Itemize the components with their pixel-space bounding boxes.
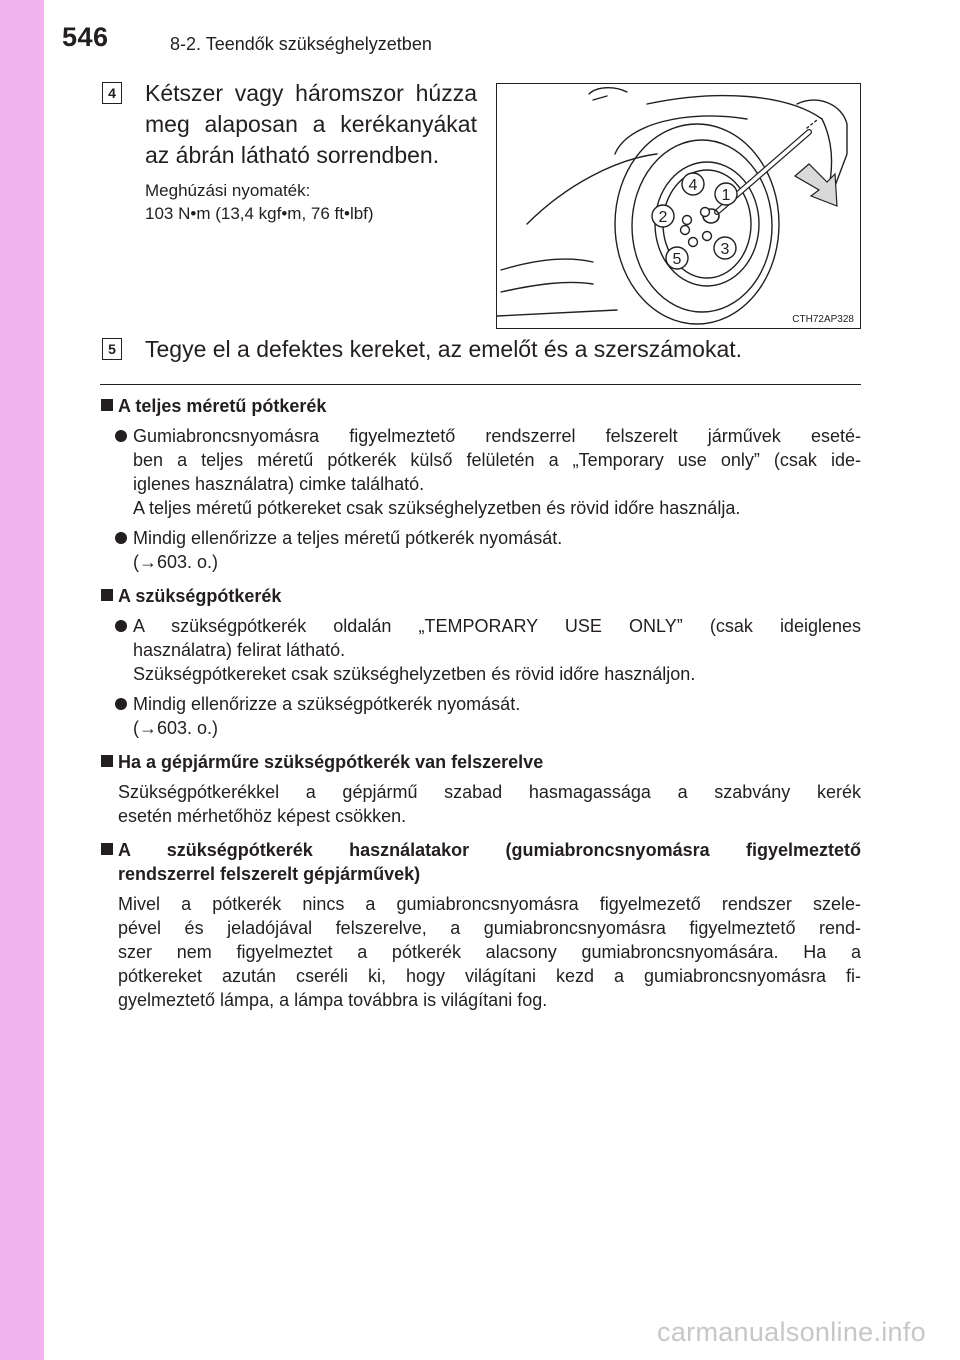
heading-full-spare: A teljes méretű pótkerék (100, 394, 861, 418)
step-number-4: 4 (102, 82, 122, 104)
section-title: 8-2. Teendők szükséghelyzetben (170, 34, 432, 54)
wheel-nut-tightening-figure (496, 83, 861, 329)
bullet-full-spare-pressure: Mindig ellenőrizze a teljes méretű pótkerék nyomását. (→603. o.) (100, 526, 861, 574)
figure-code: CTH72AP328 (792, 314, 854, 325)
bullet-compact-spare-pressure: Mindig ellenőrizze a szükségpótkerék nyomását. (→603. o.) (100, 692, 861, 740)
heading-tpws: A szükségpótkerék használatakor (gumiabroncsnyomásra figyelmeztető rendszerrel felszerelt gépjárművek) (100, 838, 861, 886)
torque-value: 103 N•m (13,4 kgf•m, 76 ft•lbf) (145, 204, 374, 223)
wheel-illustration (497, 84, 860, 328)
nut-label-4: 4 (688, 177, 698, 194)
paragraph-ground-clearance: Szükségpótkerékkel a gépjármű szabad hasmagassága a szabvány kerék esetén mérhetőhöz képest csökken. (118, 782, 861, 826)
page-number: 546 (62, 22, 109, 52)
heading-compact-spare: A szükségpótkerék (100, 584, 861, 608)
torque-label: Meghúzási nyomaték: (145, 181, 311, 200)
heading-ground-clearance: Ha a gépjárműre szükségpótkerék van felszerelve (100, 750, 861, 774)
step-5-instruction: Tegye el a defektes kereket, az emelőt és a szerszámokat. (145, 336, 743, 362)
nut-label-2: 2 (658, 209, 668, 226)
section-divider (100, 384, 861, 385)
bullet-full-spare-label: Gumiabroncsnyomásra figyelmeztető rendszerrel felszerelt járművek eseté- ben a teljes méretű pótkerék külső felületén a „Temporary use only” (csak ide- iglenes használatra) cimke található. A teljes méretű pótkereket csak szükséghelyzetben és rövid időre használja. (100, 424, 861, 520)
watermark-text: carmanualsonline.info (657, 1317, 926, 1347)
paragraph-tpws: Mivel a pótkerék nincs a gumiabroncsnyomásra figyelmezető rendszer szele- pével és jeladójával felszerelve, a gumiabroncsnyomásra figyelmeztető rend- szer nem figyelmeztet a pótkerék alacsony gumiabroncsnyomására. Ha a pótkereket azután cseréli ki, hogy világítani kezd a gumiabroncsnyomásra fi- gyelmeztető lámpa, a lámpa továbbra is világítani fog. (118, 894, 861, 1010)
nut-label-5: 5 (672, 251, 682, 268)
bullet-compact-spare-label: A szükségpótkerék oldalán „TEMPORARY USE ONLY” (csak ideiglenes használatra) felirat látható. Szükségpótkereket csak szükséghelyzetben és rövid időre használjon. (100, 614, 861, 686)
notes-content (100, 394, 861, 1018)
step-4-instruction: Kétszer vagy háromszor húzza meg alaposan a kerékanyákat az ábrán látható sorrendben. (145, 80, 477, 168)
nut-label-3: 3 (720, 241, 730, 258)
chapter-sidebar-tab (0, 0, 44, 1360)
nut-label-1: 1 (721, 187, 731, 204)
step-number-5: 5 (102, 338, 122, 360)
